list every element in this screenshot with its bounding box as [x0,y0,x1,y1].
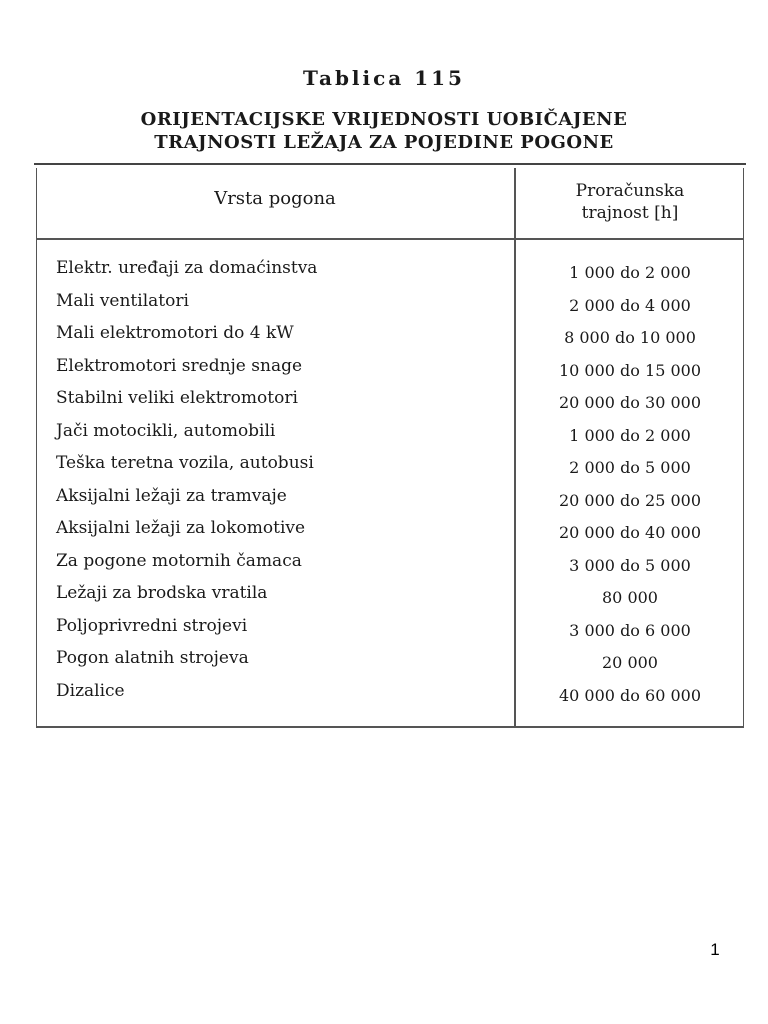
row-lifetime-hours: 40 000 do 60 000 [558,685,701,705]
table-row [0,356,768,389]
header-rule [36,238,744,240]
row-lifetime-hours: 1 000 do 2 000 [569,425,691,445]
table-body [0,258,768,713]
row-lifetime-hours: 2 000 do 4 000 [569,295,691,315]
column-header-lifetime-line-2: trajnost [h] [581,203,679,223]
row-drive-type: Pogon alatnih strojeva [56,648,249,668]
top-rule [34,163,746,165]
table-row [0,551,768,584]
table-title-line-2: TRAJNOSTI LEŽAJA ZA POJEDINE POGONE [154,132,614,153]
table-row [0,291,768,324]
row-drive-type: Ležaji za brodska vratila [56,583,268,603]
table-row [0,421,768,454]
column-header-type: Vrsta pogona [214,188,336,209]
table-row [0,616,768,649]
column-header-lifetime [516,180,744,224]
row-drive-type: Mali elektromotori do 4 kW [56,323,294,343]
row-drive-type: Jači motocikli, automobili [56,420,276,441]
row-lifetime-hours: 10 000 do 15 000 [558,360,701,380]
row-lifetime-hours: 80 000 [602,588,658,607]
row-drive-type: Aksijalni ležaji za tramvaje [56,485,287,506]
row-drive-type: Elektr. uređaji za domaćinstva [56,258,318,278]
table-row [0,518,768,551]
table-row [0,648,768,681]
table-title [0,108,768,154]
row-lifetime-hours: 20 000 do 30 000 [558,393,701,412]
row-lifetime-hours: 3 000 do 5 000 [569,555,691,575]
row-lifetime-hours: 2 000 do 5 000 [569,458,691,477]
row-drive-type: Elektromotori srednje snage [56,355,303,376]
table-row [0,258,768,291]
row-drive-type: Poljoprivredni strojevi [56,615,248,636]
row-lifetime-hours: 20 000 [602,653,658,672]
row-drive-type: Za pogone motornih čamaca [56,550,302,571]
table-row [0,388,768,421]
row-lifetime-hours: 3 000 do 6 000 [569,620,691,640]
row-drive-type: Aksijalni ležaji za lokomotive [56,518,306,538]
row-drive-type: Mali ventilatori [56,290,189,311]
table-row [0,453,768,486]
table-row [0,583,768,616]
table-row [0,323,768,356]
table-row [0,681,768,714]
row-lifetime-hours: 20 000 do 40 000 [558,523,701,542]
row-lifetime-hours: 1 000 do 2 000 [569,263,691,282]
table-title-line-1: ORIJENTACIJSKE VRIJEDNOSTI UOBIČAJENE [140,109,628,130]
page-number: 1 [710,940,720,959]
row-drive-type: Teška teretna vozila, autobusi [56,453,314,473]
column-header-lifetime-line-1: Proračunska [575,181,685,201]
table-row [0,486,768,519]
table-number: Tablica 115 [303,66,465,90]
row-lifetime-hours: 8 000 do 10 000 [564,328,696,347]
row-drive-type: Stabilni veliki elektromotori [56,388,298,408]
row-lifetime-hours: 20 000 do 25 000 [558,490,701,510]
row-drive-type: Dizalice [56,680,125,701]
